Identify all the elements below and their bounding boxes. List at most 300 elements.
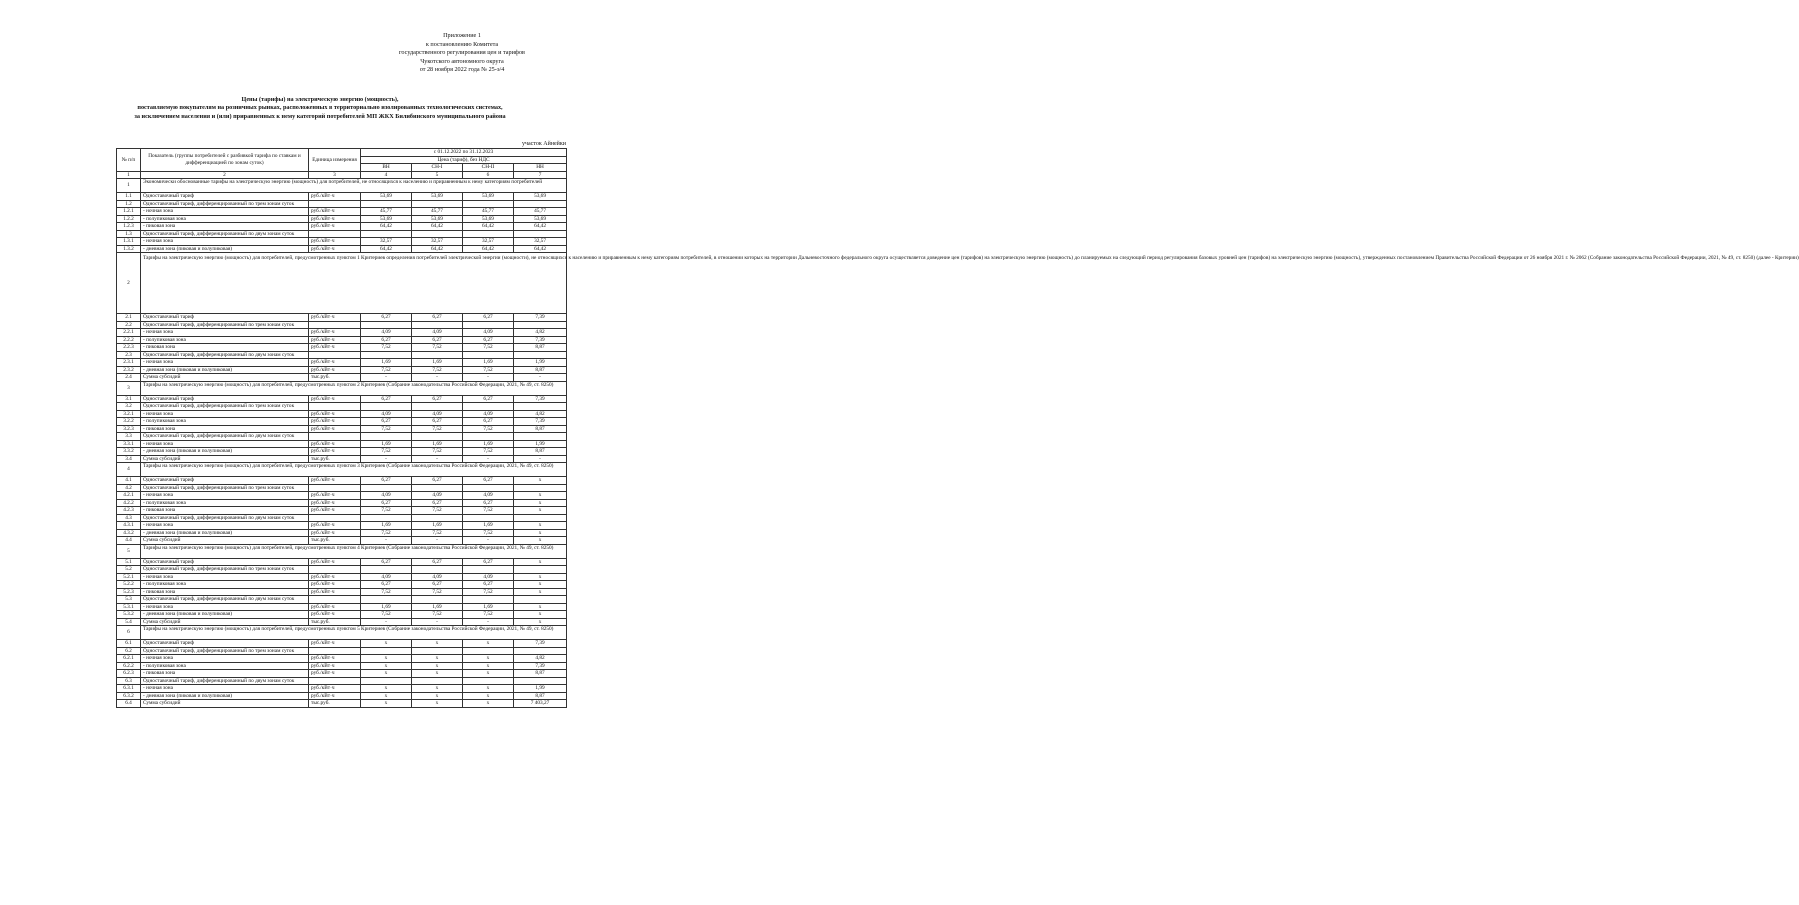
row-number: 2.2.1 (117, 329, 141, 337)
value-nn (514, 351, 567, 359)
row-number: 5.2.2 (117, 581, 141, 589)
value-sn1: x (412, 700, 463, 708)
value-sn1: 7,52 (412, 611, 463, 619)
value-vn: 7,52 (361, 366, 412, 374)
value-sn2: 6,27 (463, 336, 514, 344)
table-row (117, 433, 567, 441)
value-sn2: 7,52 (463, 588, 514, 596)
value-sn2: 1,69 (463, 440, 514, 448)
value-sn1 (412, 230, 463, 238)
value-sn1: 6,27 (412, 499, 463, 507)
value-nn: x (514, 588, 567, 596)
value-vn (361, 230, 412, 238)
row-number: 1.2.3 (117, 223, 141, 231)
value-sn2: 4,09 (463, 573, 514, 581)
site-note: участок Айнейки (521, 141, 566, 147)
value-sn1: 7,52 (412, 588, 463, 596)
value-sn1: - (412, 618, 463, 626)
value-vn: x (361, 640, 412, 648)
row-unit: руб./кВт·ч (309, 477, 361, 485)
table-row (117, 425, 567, 433)
value-sn1: 1,69 (412, 522, 463, 530)
row-label: - дневная зона (пиковая и полупиковая) (141, 245, 309, 253)
value-nn (514, 677, 567, 685)
row-number: 2.3 (117, 351, 141, 359)
value-sn2: 6,27 (463, 395, 514, 403)
value-sn2: 6,27 (463, 499, 514, 507)
value-sn1: x (412, 685, 463, 693)
appendix-line: государственного регулирования цен и тарифов (399, 49, 525, 57)
value-sn1 (412, 200, 463, 208)
row-label: - пиковая зона (141, 670, 309, 678)
value-nn: 32,57 (514, 238, 567, 246)
row-number: 4.1 (117, 477, 141, 485)
row-label: Одноставочный тариф, дифференцированный по трем зонам суток (141, 403, 309, 411)
row-label: Сумма субсидий (141, 455, 309, 463)
value-vn (361, 351, 412, 359)
row-number: 2.2.2 (117, 336, 141, 344)
value-vn: 53,69 (361, 193, 412, 201)
value-nn: 53,69 (514, 215, 567, 223)
value-nn: - (514, 455, 567, 463)
value-vn: x (361, 662, 412, 670)
value-vn: - (361, 455, 412, 463)
col-number: 6 (463, 171, 514, 179)
section-row (117, 544, 567, 558)
value-nn: x (514, 529, 567, 537)
value-sn2: 6,27 (463, 314, 514, 322)
table-row (117, 566, 567, 574)
row-label: Одноставочный тариф, дифференцированный по двум зонам суток (141, 677, 309, 685)
row-label: - дневная зона (пиковая и полупиковая) (141, 448, 309, 456)
value-vn: 6,27 (361, 336, 412, 344)
value-sn2 (463, 484, 514, 492)
row-label: Одноставочный тариф, дифференцированный по трем зонам суток (141, 566, 309, 574)
table-row (117, 611, 567, 619)
value-nn: 1,99 (514, 440, 567, 448)
col-number: 5 (412, 171, 463, 179)
value-sn2: 7,52 (463, 448, 514, 456)
row-number: 3.3 (117, 433, 141, 441)
row-number: 5.3.2 (117, 611, 141, 619)
row-label: Одноставочный тариф (141, 558, 309, 566)
value-vn: x (361, 700, 412, 708)
header-level-sn1: СН-I (412, 164, 463, 172)
row-number: 2.2.3 (117, 344, 141, 352)
table-row (117, 403, 567, 411)
row-label: - полупиковая зона (141, 336, 309, 344)
row-label: - дневная зона (пиковая и полупиковая) (141, 366, 309, 374)
row-label: - дневная зона (пиковая и полупиковая) (141, 529, 309, 537)
title-line: Цены (тарифы) на электрическую энергию (мощность), (241, 96, 399, 103)
row-label: - ночная зона (141, 685, 309, 693)
value-sn2: 6,27 (463, 418, 514, 426)
value-nn: 7,39 (514, 418, 567, 426)
row-label: - ночная зона (141, 329, 309, 337)
row-unit (309, 230, 361, 238)
value-nn: 53,69 (514, 193, 567, 201)
value-vn: 4,09 (361, 573, 412, 581)
value-nn: 64,42 (514, 223, 567, 231)
value-sn2: 4,09 (463, 410, 514, 418)
table-row (117, 321, 567, 329)
row-number: 1.2 (117, 200, 141, 208)
appendix-line: от 28 ноября 2022 года № 25-э/4 (419, 66, 505, 74)
row-number: 4.3.1 (117, 522, 141, 530)
row-number: 4.2.1 (117, 492, 141, 500)
row-unit: руб./кВт·ч (309, 245, 361, 253)
table-row (117, 596, 567, 604)
title-line: за исключением населения и (или) приравненных к нему категорий потребителей МП ЖКХ Билибинского муниципального района (134, 112, 506, 120)
row-unit: тыс.руб. (309, 455, 361, 463)
value-sn1: - (412, 374, 463, 382)
row-label: - ночная зона (141, 238, 309, 246)
section-row (117, 253, 567, 314)
value-sn1: 7,52 (412, 529, 463, 537)
value-sn2: 4,09 (463, 329, 514, 337)
row-number: 6.2 (117, 647, 141, 655)
value-sn2 (463, 514, 514, 522)
value-nn: x (514, 522, 567, 530)
section-heading: Тарифы на электрическую энергию (мощность) для потребителей, предусмотренных пунктом 1 Критериев определения потребителей электрической энергии (мощности), не относящихся к населению и приравненным к нему категориям потребителей, в отношении которых на территории Дальневосточного федерального округа осуществляется доведение цен (тарифов) на электрическую энергию (мощность) до планируемых на следующий период регулирования базовых уровней цен (тарифов) на электрическую энергию (мощность), утвержденных постановлением Правительства Российской Федерации от 26 ноября 2021 г. № 2062 (Собрание законодательства Российской Федерации, 2021, № 49, ст. 8250) (далее - Критерии) (141, 253, 567, 314)
row-label: - ночная зона (141, 208, 309, 216)
table-row (117, 245, 567, 253)
value-sn1: 4,09 (412, 492, 463, 500)
row-unit: тыс.руб. (309, 374, 361, 382)
value-nn: x (514, 558, 567, 566)
value-nn: x (514, 611, 567, 619)
value-vn (361, 647, 412, 655)
value-nn (514, 484, 567, 492)
value-vn: 7,52 (361, 344, 412, 352)
row-label: Одноставочный тариф (141, 193, 309, 201)
value-vn: 7,52 (361, 611, 412, 619)
row-number: 1.3.2 (117, 245, 141, 253)
value-sn1: 1,69 (412, 359, 463, 367)
row-unit: руб./кВт·ч (309, 522, 361, 530)
table-row (117, 685, 567, 693)
table-row (117, 314, 567, 322)
table-row (117, 603, 567, 611)
row-unit: руб./кВт·ч (309, 395, 361, 403)
row-label: Одноставочный тариф, дифференцированный по двум зонам суток (141, 596, 309, 604)
value-sn2 (463, 566, 514, 574)
row-unit (309, 403, 361, 411)
value-sn2: 6,27 (463, 558, 514, 566)
value-vn: 7,52 (361, 425, 412, 433)
value-sn1 (412, 321, 463, 329)
value-nn: 7,39 (514, 314, 567, 322)
value-sn2 (463, 321, 514, 329)
value-sn2: - (463, 455, 514, 463)
value-nn: x (514, 581, 567, 589)
row-number: 4.2.2 (117, 499, 141, 507)
table-row (117, 208, 567, 216)
value-sn2: 1,69 (463, 603, 514, 611)
value-sn1: 7,52 (412, 448, 463, 456)
appendix-line: Приложение 1 (443, 32, 481, 39)
table-row (117, 410, 567, 418)
value-sn1: 7,52 (412, 507, 463, 515)
section-row (117, 179, 567, 193)
value-nn: 45,77 (514, 208, 567, 216)
table-row (117, 366, 567, 374)
table-row (117, 700, 567, 708)
row-number: 3.2.1 (117, 410, 141, 418)
row-unit: руб./кВт·ч (309, 440, 361, 448)
value-vn: 53,69 (361, 215, 412, 223)
value-sn1 (412, 647, 463, 655)
row-number: 2.2 (117, 321, 141, 329)
row-unit (309, 566, 361, 574)
row-number: 3.4 (117, 455, 141, 463)
value-sn2 (463, 230, 514, 238)
row-number: 4.2.3 (117, 507, 141, 515)
section-row (117, 626, 567, 640)
value-sn2: x (463, 692, 514, 700)
row-unit: руб./кВт·ч (309, 603, 361, 611)
table-row (117, 662, 567, 670)
row-unit: руб./кВт·ч (309, 611, 361, 619)
row-unit (309, 677, 361, 685)
row-number: 1.3.1 (117, 238, 141, 246)
row-unit (309, 321, 361, 329)
table-body (117, 179, 1799, 708)
header-level-sn2: СН-II (463, 164, 514, 172)
row-number: 6.2.1 (117, 655, 141, 663)
value-sn1: 4,09 (412, 573, 463, 581)
value-nn: 8,87 (514, 344, 567, 352)
value-vn (361, 514, 412, 522)
value-nn: x (514, 573, 567, 581)
table-row (117, 537, 567, 545)
header-level-vn: ВН (361, 164, 412, 172)
row-number: 1 (117, 179, 141, 193)
value-sn2: 64,42 (463, 245, 514, 253)
value-nn (514, 433, 567, 441)
row-number: 5 (117, 544, 141, 558)
table-row (117, 238, 567, 246)
value-sn1: 6,27 (412, 336, 463, 344)
row-label: - пиковая зона (141, 223, 309, 231)
row-label: Сумма субсидий (141, 700, 309, 708)
value-vn: 4,09 (361, 492, 412, 500)
section-row (117, 381, 567, 395)
value-sn2: x (463, 670, 514, 678)
section-row (117, 463, 567, 477)
value-sn2 (463, 403, 514, 411)
value-sn1: 4,09 (412, 329, 463, 337)
table-row (117, 200, 567, 208)
value-sn1: - (412, 537, 463, 545)
row-label: - полупиковая зона (141, 662, 309, 670)
row-unit: руб./кВт·ч (309, 238, 361, 246)
value-nn: 8,87 (514, 366, 567, 374)
table-row (117, 329, 567, 337)
col-number: 3 (309, 171, 361, 179)
header-unit: Единица измерения (309, 149, 361, 172)
row-number: 2.3.2 (117, 366, 141, 374)
value-sn2: 4,09 (463, 492, 514, 500)
table-row (117, 344, 567, 352)
row-number: 4.2 (117, 484, 141, 492)
value-sn2: x (463, 685, 514, 693)
row-unit: руб./кВт·ч (309, 499, 361, 507)
row-number: 5.4 (117, 618, 141, 626)
section-heading: Тарифы на электрическую энергию (мощность) для потребителей, предусмотренных пунктом 4 Критериев (Собрание законодательства Российской Федерации, 2021, № 49, ст. 8250) (141, 544, 567, 558)
row-unit: руб./кВт·ч (309, 193, 361, 201)
row-label: Одноставочный тариф, дифференцированный по двум зонам суток (141, 433, 309, 441)
table-row (117, 336, 567, 344)
table-row (117, 522, 567, 530)
table-row (117, 215, 567, 223)
section-heading: Тарифы на электрическую энергию (мощность) для потребителей, предусмотренных пунктом 2 Критериев (Собрание законодательства Российской Федерации, 2021, № 49, ст. 8250) (141, 381, 567, 395)
table-row (117, 448, 567, 456)
row-unit: руб./кВт·ч (309, 208, 361, 216)
row-number: 6.3.1 (117, 685, 141, 693)
value-sn2: 45,77 (463, 208, 514, 216)
value-nn: x (514, 537, 567, 545)
value-sn2: 32,57 (463, 238, 514, 246)
table-row (117, 223, 567, 231)
header-num: № п/п (117, 149, 141, 172)
row-unit (309, 351, 361, 359)
value-sn2: 64,42 (463, 223, 514, 231)
row-label: Одноставочный тариф, дифференцированный по двум зонам суток (141, 351, 309, 359)
value-nn: 8,87 (514, 425, 567, 433)
table-row (117, 455, 567, 463)
value-sn1 (412, 351, 463, 359)
value-sn2: 1,69 (463, 359, 514, 367)
value-nn (514, 403, 567, 411)
value-sn1 (412, 566, 463, 574)
value-nn: 7 403,27 (514, 700, 567, 708)
row-unit: руб./кВт·ч (309, 507, 361, 515)
value-sn1: 45,77 (412, 208, 463, 216)
table-row (117, 193, 567, 201)
value-sn1: 7,52 (412, 366, 463, 374)
table-row (117, 351, 567, 359)
value-sn1: 6,27 (412, 395, 463, 403)
row-unit: руб./кВт·ч (309, 418, 361, 426)
section-heading: Экономически обоснованные тарифы на электрическую энергию (мощность) для потребителей, не относящихся к населению и приравненным к нему категориям потребителей (141, 179, 567, 193)
row-number: 1.2.2 (117, 215, 141, 223)
row-label: Одноставочный тариф (141, 477, 309, 485)
row-number: 2.1 (117, 314, 141, 322)
table-row (117, 655, 567, 663)
value-vn: 7,52 (361, 529, 412, 537)
value-vn: 1,69 (361, 603, 412, 611)
row-unit: тыс.руб. (309, 537, 361, 545)
document-title (100, 96, 540, 121)
col-number: 1 (117, 171, 141, 179)
value-sn2: 7,52 (463, 507, 514, 515)
row-unit: руб./кВт·ч (309, 359, 361, 367)
tariff-table (116, 148, 1799, 708)
value-nn: - (514, 374, 567, 382)
value-vn: x (361, 670, 412, 678)
row-unit: руб./кВт·ч (309, 314, 361, 322)
row-number: 5.3.1 (117, 603, 141, 611)
value-sn2 (463, 647, 514, 655)
row-unit: тыс.руб. (309, 700, 361, 708)
row-unit: тыс.руб. (309, 618, 361, 626)
table-row (117, 573, 567, 581)
col-number: 4 (361, 171, 412, 179)
value-nn (514, 514, 567, 522)
value-sn2 (463, 596, 514, 604)
appendix-block (352, 32, 572, 75)
value-nn: 1,99 (514, 359, 567, 367)
row-number: 2.3.1 (117, 359, 141, 367)
row-label: - ночная зона (141, 522, 309, 530)
value-sn2: 53,69 (463, 215, 514, 223)
value-vn: 1,69 (361, 522, 412, 530)
row-number: 5.2 (117, 566, 141, 574)
row-number: 3 (117, 381, 141, 395)
table-row (117, 514, 567, 522)
row-label: - полупиковая зона (141, 418, 309, 426)
value-sn2 (463, 433, 514, 441)
value-nn: x (514, 492, 567, 500)
row-label: Сумма субсидий (141, 618, 309, 626)
value-nn (514, 200, 567, 208)
row-number: 6.2.2 (117, 662, 141, 670)
row-unit (309, 200, 361, 208)
value-sn1: x (412, 670, 463, 678)
table-row (117, 647, 567, 655)
table-row (117, 588, 567, 596)
row-number: 6 (117, 626, 141, 640)
row-unit (309, 647, 361, 655)
value-vn: 1,69 (361, 359, 412, 367)
row-number: 1.1 (117, 193, 141, 201)
row-unit: руб./кВт·ч (309, 558, 361, 566)
value-sn1: x (412, 640, 463, 648)
appendix-line: к постановлению Комитета (425, 40, 499, 48)
row-number: 4 (117, 463, 141, 477)
appendix-line: Чукотского автономного округа (420, 57, 504, 65)
value-vn (361, 484, 412, 492)
value-nn: 64,42 (514, 245, 567, 253)
value-sn2: 1,69 (463, 522, 514, 530)
row-unit: руб./кВт·ч (309, 329, 361, 337)
row-unit: руб./кВт·ч (309, 588, 361, 596)
row-number: 3.2.3 (117, 425, 141, 433)
table-row (117, 529, 567, 537)
value-nn: 8,87 (514, 692, 567, 700)
value-sn2: 6,27 (463, 477, 514, 485)
row-label: - полупиковая зона (141, 215, 309, 223)
value-sn1: x (412, 692, 463, 700)
value-sn1: - (412, 455, 463, 463)
table-row (117, 492, 567, 500)
value-sn1: 6,27 (412, 418, 463, 426)
value-nn: 4,82 (514, 655, 567, 663)
row-number: 4.4 (117, 537, 141, 545)
value-sn2 (463, 677, 514, 685)
value-vn: - (361, 374, 412, 382)
value-sn1: 4,09 (412, 410, 463, 418)
value-vn: - (361, 537, 412, 545)
value-sn1: x (412, 655, 463, 663)
value-sn2: - (463, 374, 514, 382)
row-label: - пиковая зона (141, 344, 309, 352)
table-row (117, 618, 567, 626)
value-sn1 (412, 403, 463, 411)
value-vn: 45,77 (361, 208, 412, 216)
row-label: Одноставочный тариф, дифференцированный по трем зонам суток (141, 484, 309, 492)
